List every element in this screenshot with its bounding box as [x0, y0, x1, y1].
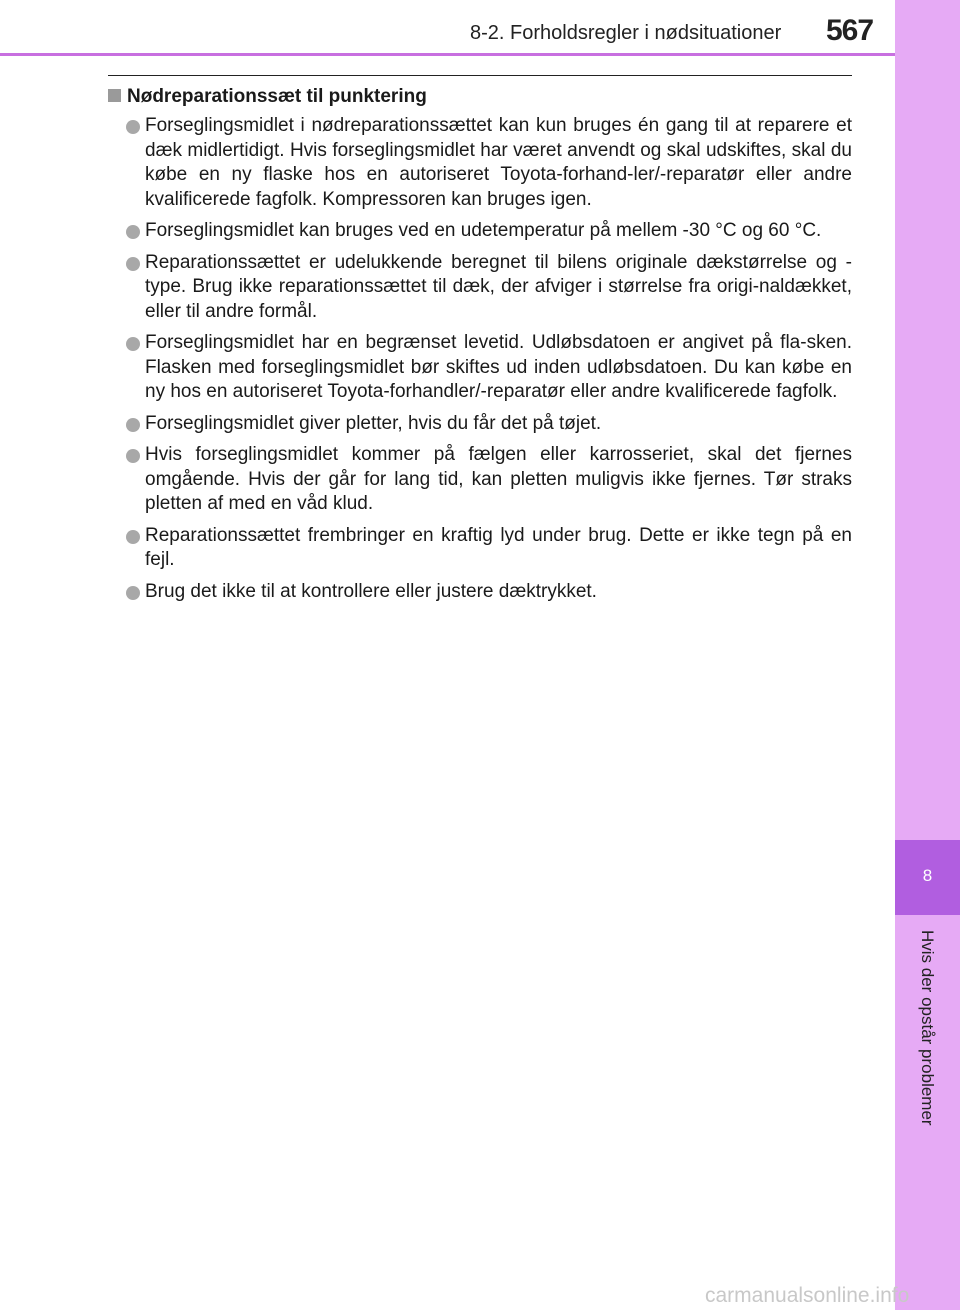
list-item-text: Forseglingsmidlet kan bruges ved en udetemperatur på mellem -30 °C og 60 °C. — [145, 220, 822, 241]
bullet-list — [126, 114, 852, 611]
list-item-text: Forseglingsmidlet i nødreparationssættet kan kun bruges én gang til at reparere et dæk midlertidigt. Hvis forseglingsmidlet har været anvendt og skal udskiftes, skal du købe en ny flaske hos en autoriseret Toyota-forhand-ler/-reparatør eller andre kvalificerede fagfolk. Kompressoren kan bruges igen. — [145, 115, 852, 210]
list-item — [126, 443, 852, 517]
circle-bullet-icon — [126, 530, 140, 544]
list-item — [126, 412, 852, 437]
circle-bullet-icon — [126, 257, 140, 271]
list-item-text: Reparationssættet frembringer en kraftig lyd under brug. Dette er ikke tegn på en fejl. — [145, 524, 852, 570]
header-rule — [0, 53, 895, 56]
list-item-text: Hvis forseglingsmidlet kommer på fælgen eller karrosseriet, skal det fjernes omgående. Hvis der går for lang tid, kan pletten muligvis ikke fjernes. Tør straks pletten af med en våd klud. — [145, 444, 852, 514]
circle-bullet-icon — [126, 586, 140, 600]
square-bullet-icon — [108, 89, 121, 102]
list-item-text: Reparationssættet er udelukkende beregnet til bilens originale dækstørrelse og -type. Brug ikke reparationssættet til dæk, der afviger i størrelse fra origi-naldækket, eller til andre formål. — [145, 251, 852, 322]
circle-bullet-icon — [126, 449, 140, 463]
list-item — [126, 219, 852, 244]
page-number: 567 — [826, 14, 874, 47]
list-item-text: Brug det ikke til at kontrollere eller justere dæktrykket. — [145, 580, 597, 602]
list-item — [126, 580, 852, 605]
list-item-text: Forseglingsmidlet har en begrænset levetid. Udløbsdatoen er angivet på fla-sken. Flasken med forseglingsmidlet bør skiftes ud inden udløbsdatoen. Du kan købe en ny hos en autoriseret Toyota-forhandler/-reparatør eller andre kvalificerede fagfolk. — [145, 332, 852, 402]
list-item-text: Forseglingsmidlet giver pletter, hvis du får det på tøjet. — [145, 412, 602, 434]
list-item — [126, 114, 852, 212]
circle-bullet-icon — [126, 225, 140, 239]
section-rule — [108, 75, 852, 76]
section-heading-text: Nødreparationssæt til punktering — [127, 86, 427, 107]
circle-bullet-icon — [126, 418, 140, 432]
list-item — [126, 524, 852, 573]
section-title: 8-2. Forholdsregler i nødsituationer — [470, 22, 782, 44]
list-item — [126, 251, 852, 325]
section-heading — [108, 86, 427, 108]
watermark[interactable]: carmanualsonline.info — [705, 1284, 910, 1307]
list-item — [126, 331, 852, 405]
circle-bullet-icon — [126, 337, 140, 351]
chapter-number: 8 — [922, 866, 933, 885]
chapter-title: Hvis der opstår problemer — [918, 930, 937, 1126]
circle-bullet-icon — [126, 120, 140, 134]
